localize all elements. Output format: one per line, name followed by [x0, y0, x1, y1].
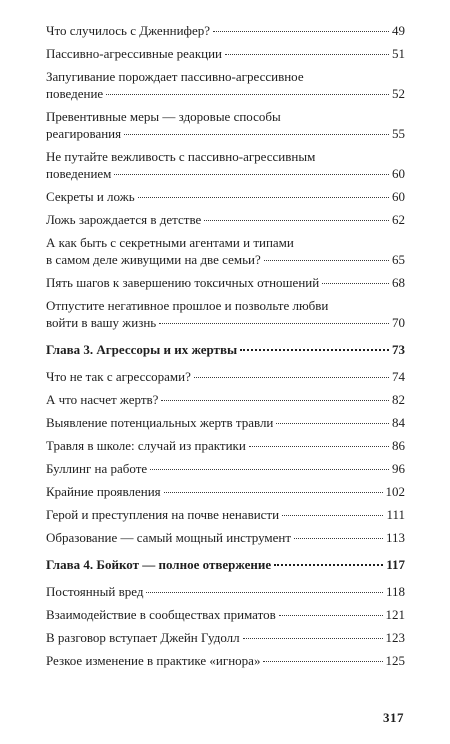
dot-leader: [138, 197, 389, 198]
toc-entry-page: 68: [392, 275, 405, 290]
dot-leader: [194, 377, 389, 378]
dot-leader: [279, 615, 383, 616]
toc-entry-page: 52: [392, 86, 405, 101]
toc-entry: [46, 506, 405, 523]
toc-entry-title-line1: Запугивание порождает пассивно-агрессивное: [46, 69, 304, 84]
chapter-heading: [46, 341, 405, 358]
toc-entry: [46, 460, 405, 477]
toc-entry-title: Взаимодействие в сообществах приматов: [46, 607, 276, 622]
toc-entry-title: Крайние проявления: [46, 484, 161, 499]
toc-entry-page: 82: [392, 392, 405, 407]
dot-leader: [150, 469, 389, 470]
toc-entry-page: 74: [392, 369, 405, 384]
dot-leader: [204, 220, 389, 221]
toc-entry-title-line1: Не путайте вежливость с пассивно-агрессивным: [46, 149, 316, 164]
toc-entry: [46, 211, 405, 228]
toc-entry: [46, 652, 405, 669]
toc-entry: [46, 606, 405, 623]
toc-entry-page: 49: [392, 23, 405, 38]
toc-entry-page: 62: [392, 212, 405, 227]
toc-entry-title: Ложь зарождается в детстве: [46, 212, 202, 227]
toc-entry-title: Постоянный вред: [46, 584, 144, 599]
toc-entry: [46, 414, 405, 431]
toc-entry-title: Резкое изменение в практике «игнора»: [46, 653, 261, 668]
toc-entry-page: 86: [392, 438, 405, 453]
toc-entry-page: 55: [392, 126, 405, 141]
toc-entry-title: В разговор вступает Джейн Гудолл: [46, 630, 240, 645]
toc-entry: [46, 188, 405, 205]
toc-entry: [46, 368, 405, 385]
toc-entry: [46, 45, 405, 62]
toc-entry-page: 60: [392, 166, 405, 181]
toc-entry-title-line2: войти в вашу жизнь: [46, 315, 157, 330]
dot-leader: [263, 661, 382, 662]
toc-entry-page: 96: [392, 461, 405, 476]
toc-entry-title: А что насчет жертв?: [46, 392, 159, 407]
toc-entry-title: Пять шагов к завершению токсичных отношений: [46, 275, 320, 290]
dot-leader: [322, 283, 389, 284]
toc-entry-page: 60: [392, 189, 405, 204]
toc-entry: [46, 583, 405, 600]
toc-entry-title: Образование — самый мощный инструмент: [46, 530, 292, 545]
toc-entry: [46, 108, 405, 142]
dot-leader: [146, 592, 383, 593]
toc-entry-title: Пассивно-агрессивные реакции: [46, 46, 223, 61]
dot-leader: [276, 423, 389, 424]
toc-entry-title: Буллинг на работе: [46, 461, 148, 476]
chapter-page: 117: [386, 557, 405, 572]
toc-entry-page: 118: [385, 584, 405, 599]
dot-leader: [274, 564, 383, 566]
dot-leader: [264, 260, 389, 261]
toc-entry-page: 121: [385, 607, 405, 622]
dot-leader: [161, 400, 389, 401]
page-number: 317: [383, 710, 404, 725]
toc-entry-title-line2: реагирования: [46, 126, 122, 141]
chapter-heading: [46, 556, 405, 573]
dot-leader: [225, 54, 389, 55]
toc-entry-page: 84: [392, 415, 405, 430]
toc-entry-page: 125: [385, 653, 405, 668]
toc-entry: [46, 274, 405, 291]
dot-leader: [106, 94, 389, 95]
toc-entry-page: 102: [385, 484, 405, 499]
toc-entry: [46, 483, 405, 500]
dot-leader: [159, 323, 389, 324]
toc-entry: [46, 437, 405, 454]
dot-leader: [213, 31, 389, 32]
toc-entry-page: 123: [385, 630, 405, 645]
dot-leader: [282, 515, 383, 516]
toc-entry-page: 70: [392, 315, 405, 330]
dot-leader: [240, 349, 389, 351]
toc-entry: [46, 629, 405, 646]
toc-entry: [46, 529, 405, 546]
chapter-title: Глава 4. Бойкот — полное отвержение: [46, 557, 272, 572]
toc-entry-page: 113: [385, 530, 405, 545]
toc-entry-title-line2: в самом деле живущими на две семьи?: [46, 252, 261, 267]
toc-entry: [46, 391, 405, 408]
toc-entry-title: Что не так с агрессорами?: [46, 369, 191, 384]
chapter-page: 73: [392, 342, 405, 357]
dot-leader: [164, 492, 383, 493]
toc-entry-title: Секреты и ложь: [46, 189, 135, 204]
dot-leader: [243, 638, 383, 639]
dot-leader: [294, 538, 383, 539]
toc-entry: [46, 22, 405, 39]
toc-entry-title: Выявление потенциальных жертв травли: [46, 415, 274, 430]
table-of-contents: [46, 22, 405, 675]
toc-entry-title-line1: А как быть с секретными агентами и типами: [46, 235, 294, 250]
toc-entry: [46, 234, 405, 268]
chapter-title: Глава 3. Агрессоры и их жертвы: [46, 342, 238, 357]
toc-entry-title-line2: поведением: [46, 166, 112, 181]
toc-entry-title: Травля в школе: случай из практики: [46, 438, 246, 453]
dot-leader: [124, 134, 389, 135]
dot-leader: [114, 174, 389, 175]
toc-entry: [46, 297, 405, 331]
toc-entry-page: 65: [392, 252, 405, 267]
toc-entry: [46, 68, 405, 102]
dot-leader: [249, 446, 389, 447]
toc-entry-title-line2: поведение: [46, 86, 104, 101]
toc-entry-title-line1: Превентивные меры — здоровые способы: [46, 109, 281, 124]
toc-entry-title: Герой и преступления на почве ненависти: [46, 507, 280, 522]
toc-entry-title: Что случилось с Дженнифер?: [46, 23, 211, 38]
toc-entry-page: 51: [392, 46, 405, 61]
toc-entry: [46, 148, 405, 182]
toc-entry-page: 111: [386, 507, 405, 522]
toc-entry-title-line1: Отпустите негативное прошлое и позвольте любви: [46, 298, 329, 313]
